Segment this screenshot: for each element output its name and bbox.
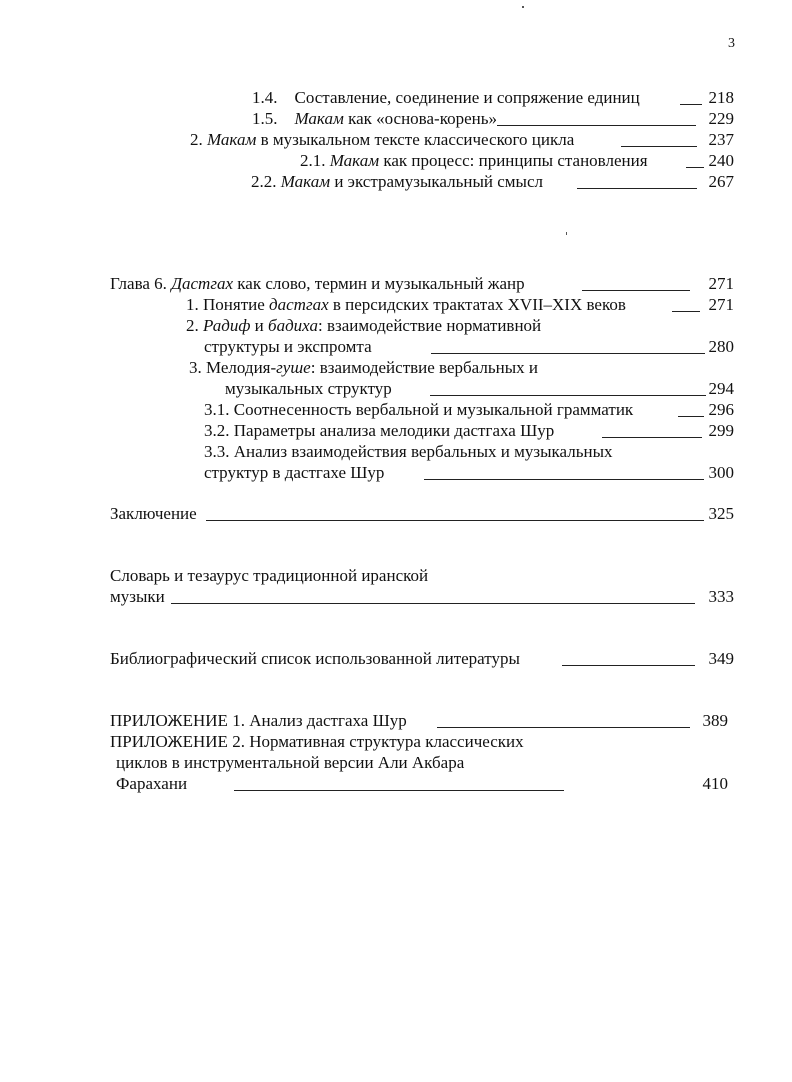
toc-entry-number: 1.5. (252, 109, 278, 128)
toc-entry-title-italic: Дастгах (171, 274, 234, 293)
toc-entry-2 (190, 130, 574, 150)
scan-speck (522, 6, 524, 8)
toc-page-number: 325 (708, 504, 734, 523)
leader-line (582, 290, 690, 291)
chapter-prefix: Глава 6. (110, 274, 172, 293)
leader-line (234, 790, 564, 791)
toc-entry-6-1 (186, 295, 626, 315)
toc-entry-1-5 (252, 109, 497, 129)
toc-appendix-2-cont: Фарахани (116, 774, 188, 793)
toc-bibliography: Библиографический список использованной литературы (110, 649, 520, 668)
toc-page-number: 300 (708, 463, 734, 482)
toc-page-number: 349 (708, 649, 734, 668)
leader-line (430, 395, 706, 396)
leader-line (680, 104, 702, 105)
toc-page-number: 299 (708, 421, 734, 440)
leader-line (171, 603, 695, 604)
toc-page-number: 267 (708, 172, 734, 191)
toc-entry-title: в музыкальном тексте классического цикла (256, 130, 575, 149)
toc-entry-title: и (250, 316, 269, 335)
toc-page-number: 294 (708, 379, 734, 398)
toc-entry-6-3-3-cont: структур в дастгахе Шур (204, 463, 385, 482)
leader-line (577, 188, 697, 189)
toc-entry-title: в персидских трактатах XVII–XIX веков (328, 295, 626, 314)
toc-page-number: 333 (708, 587, 734, 606)
toc-page-number: 271 (708, 274, 734, 293)
toc-entry-title-italic: бадиха (268, 316, 318, 335)
toc-entry-title: и экстрамузыкальный смысл (330, 172, 543, 191)
toc-appendix-2: ПРИЛОЖЕНИЕ 2. Нормативная структура классических (110, 732, 524, 751)
leader-line (424, 479, 704, 480)
toc-page-number: 229 (708, 109, 734, 128)
toc-entry-number: 2. (190, 130, 203, 149)
leader-line (562, 665, 695, 666)
leader-line (672, 311, 700, 312)
toc-entry-title-italic: гуше (276, 358, 311, 377)
scan-speck (566, 232, 567, 235)
toc-entry-number: 2.1. (300, 151, 326, 170)
toc-entry-title: 2. (186, 316, 203, 335)
toc-page-number: 237 (708, 130, 734, 149)
toc-entry-title-italic: дастгах (269, 295, 329, 314)
toc-entry-title: 3. Мелодия- (189, 358, 277, 377)
toc-entry-1-4 (252, 88, 640, 108)
leader-line (621, 146, 697, 147)
toc-page-number: 410 (702, 774, 728, 793)
leader-line (437, 727, 690, 728)
toc-page-number: 271 (708, 295, 734, 314)
toc-conclusion: Заключение (110, 504, 197, 523)
toc-appendix-1: ПРИЛОЖЕНИЕ 1. Анализ дастгаха Шур (110, 711, 407, 730)
toc-entry-title-italic: Макам (280, 172, 331, 191)
toc-page-number: 296 (708, 400, 734, 419)
toc-glossary: Словарь и тезаурус традиционной иранской (110, 566, 429, 585)
toc-chapter-6 (110, 274, 525, 294)
toc-entry-6-3-cont: музыкальных структур (225, 379, 392, 398)
toc-entry-title-italic: Макам (329, 151, 380, 170)
toc-entry-title: Составление, соединение и сопряжение единиц (294, 88, 640, 107)
toc-entry-title-italic: Макам (294, 109, 344, 128)
leader-line (431, 353, 705, 354)
toc-entry-title-italic: Макам (207, 130, 257, 149)
toc-entry-title: 1. Понятие (186, 295, 270, 314)
leader-line (497, 125, 696, 126)
toc-entry-6-3-3: 3.3. Анализ взаимодействия вербальных и музыкальных (204, 442, 613, 461)
leader-line (602, 437, 702, 438)
toc-entry-6-3 (189, 358, 538, 378)
toc-entry-6-2 (186, 316, 541, 336)
toc-entry-title-italic: Радиф (203, 316, 251, 335)
toc-entry-title: как слово, термин и музыкальный жанр (233, 274, 525, 293)
toc-page-number: 389 (702, 711, 728, 730)
toc-entry-title: как процесс: принципы становления (379, 151, 648, 170)
toc-page-number: 240 (708, 151, 734, 170)
leader-line (206, 520, 704, 521)
toc-entry-6-3-1: 3.1. Соотнесенность вербальной и музыкальной грамматик (204, 400, 634, 419)
toc-appendix-2-cont: циклов в инструментальной версии Али Акбара (116, 753, 465, 772)
toc-entry-title: : взаимодействие нормативной (318, 316, 542, 335)
toc-entry-title: : взаимодействие вербальных и (310, 358, 538, 377)
toc-entry-6-3-2: 3.2. Параметры анализа мелодики дастгаха Шур (204, 421, 555, 440)
toc-entry-2-2 (251, 172, 543, 192)
toc-entry-number: 1.4. (252, 88, 278, 107)
toc-glossary-cont: музыки (110, 587, 165, 606)
toc-entry-6-2-cont: структуры и экспромта (204, 337, 372, 356)
toc-page-number: 218 (708, 88, 734, 107)
toc-entry-number: 2.2. (251, 172, 277, 191)
toc-entry-2-1 (300, 151, 648, 171)
toc-entry-title: как «основа-корень» (343, 109, 497, 128)
page-number: 3 (728, 36, 735, 51)
toc-page-number: 280 (708, 337, 734, 356)
